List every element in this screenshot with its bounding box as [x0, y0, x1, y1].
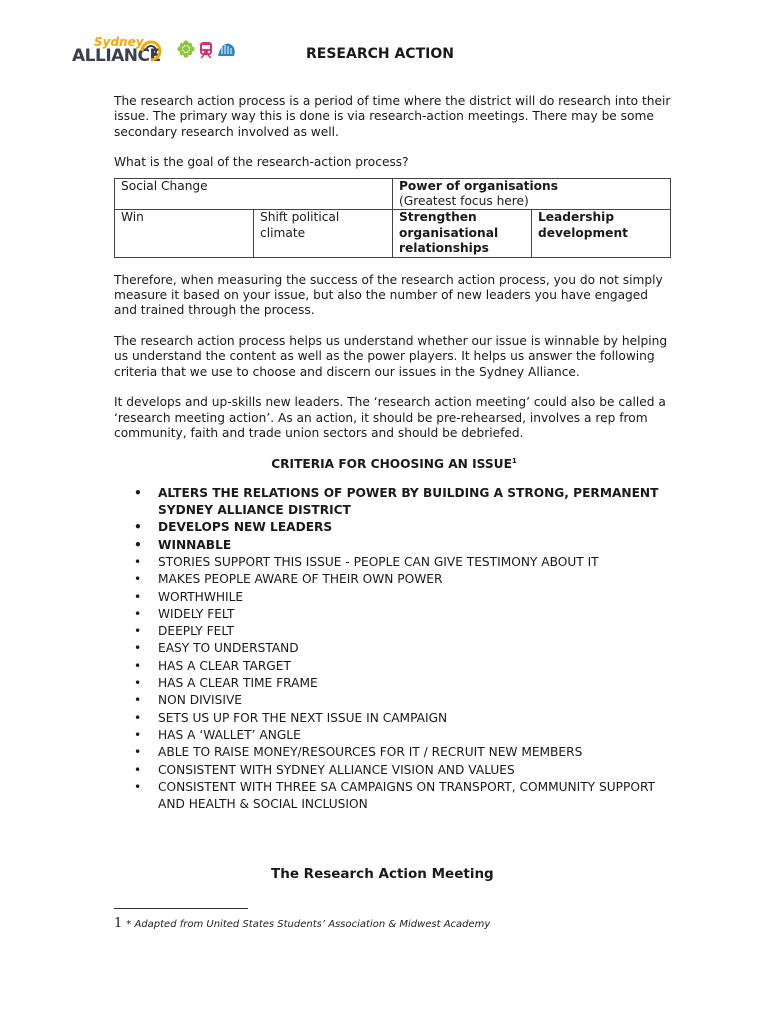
- list-item: • STORIES SUPPORT THIS ISSUE - PEOPLE CAN GIVE TESTIMONY ABOUT IT: [158, 554, 674, 571]
- list-item: • MAKES PEOPLE AWARE OF THEIR OWN POWER: [158, 571, 674, 588]
- goal-question: What is the goal of the research-action process?: [114, 155, 409, 170]
- social-change-cell: Social Change: [115, 178, 393, 210]
- footnote-text: * Adapted from United States Students’ Association & Midwest Academy: [126, 919, 491, 930]
- power-cell: [393, 178, 671, 210]
- footnote-divider: [114, 908, 248, 909]
- leaders-paragraph: It develops and up-skills new leaders. The ‘research action meeting’ could also be called a ‘research meeting action’. As an action, it should be pre-rehearsed, involves a rep from community, faith and trade union sectors and should be debriefed.: [114, 395, 666, 440]
- list-item: • NON DIVISIVE: [158, 692, 674, 709]
- list-item: • HAS A CLEAR TARGET: [158, 658, 674, 675]
- meeting-heading: The Research Action Meeting: [271, 866, 494, 882]
- logo-sydney-text: Sydney: [94, 35, 144, 49]
- power-subtitle: (Greatest focus here): [399, 194, 529, 209]
- list-item: • EASY TO UNDERSTAND: [158, 640, 674, 657]
- list-item: • WORTHWHILE: [158, 589, 674, 606]
- list-item: • SETS US UP FOR THE NEXT ISSUE IN CAMPAIGN: [158, 710, 674, 727]
- list-item: • DEVELOPS NEW LEADERS: [158, 519, 674, 536]
- health-hands-icon: [218, 44, 235, 57]
- list-item: • WIDELY FELT: [158, 606, 674, 623]
- logo-alliance-text: ALLIANCE: [72, 46, 161, 66]
- list-item: • HAS A CLEAR TIME FRAME: [158, 675, 674, 692]
- power-title: Power of organisations: [399, 178, 558, 193]
- footnote: [114, 916, 490, 931]
- goal-table: [114, 178, 671, 258]
- page-title: RESEARCH ACTION: [306, 46, 454, 62]
- list-item: • DEEPLY FELT: [158, 623, 674, 640]
- community-flower-icon: [177, 40, 194, 57]
- document-body: [114, 94, 674, 813]
- transport-train-icon: [200, 42, 212, 58]
- leadership-cell: Leadership development: [532, 210, 671, 257]
- criteria-list: [114, 485, 674, 814]
- list-item: • HAS A ‘WALLET’ ANGLE: [158, 727, 674, 744]
- criteria-heading: [114, 454, 674, 472]
- win-cell: Win: [115, 210, 254, 257]
- list-item: • ABLE TO RAISE MONEY/RESOURCES FOR IT / RECRUIT NEW MEMBERS: [158, 744, 674, 761]
- sector-icons: [176, 38, 240, 60]
- measuring-paragraph: Therefore, when measuring the success of the research action process, you do not simply measure it based on your issue, but also the number of new leaders you have engaged and trained through the process.: [114, 272, 663, 318]
- shift-cell: Shift political climate: [254, 210, 393, 257]
- understanding-paragraph: The research action process helps us understand whether our issue is winnable by helping us understand the content as well as the power players. It helps us answer the following criteria that we use to choose and discern our issues in the Sydney Alliance.: [114, 333, 668, 379]
- sydney-alliance-logo: [72, 34, 164, 66]
- logo-swoosh-icon: [138, 38, 164, 64]
- footnote-number: 1: [114, 916, 123, 931]
- list-item: • ALTERS THE RELATIONS OF POWER BY BUILDING A STRONG, PERMANENT SYDNEY ALLIANCE DISTRICT: [158, 485, 674, 520]
- intro-paragraph: The research action process is a period of time where the district will do research into their issue. The primary way this is done is via research-action meetings. There may be some secondary research involved as well.: [114, 94, 671, 139]
- list-item: • WINNABLE: [158, 537, 674, 554]
- list-item: • CONSISTENT WITH THREE SA CAMPAIGNS ON TRANSPORT, COMMUNITY SUPPORT AND HEALTH & SOCIAL INCLUSION: [158, 779, 674, 814]
- footnote-reference: 1: [511, 457, 517, 466]
- list-item: • CONSISTENT WITH SYDNEY ALLIANCE VISION AND VALUES: [158, 762, 674, 779]
- criteria-heading-text: CRITERIA FOR CHOOSING AN ISSUE: [271, 457, 512, 472]
- strengthen-cell: Strengthen organisational relationships: [393, 210, 532, 257]
